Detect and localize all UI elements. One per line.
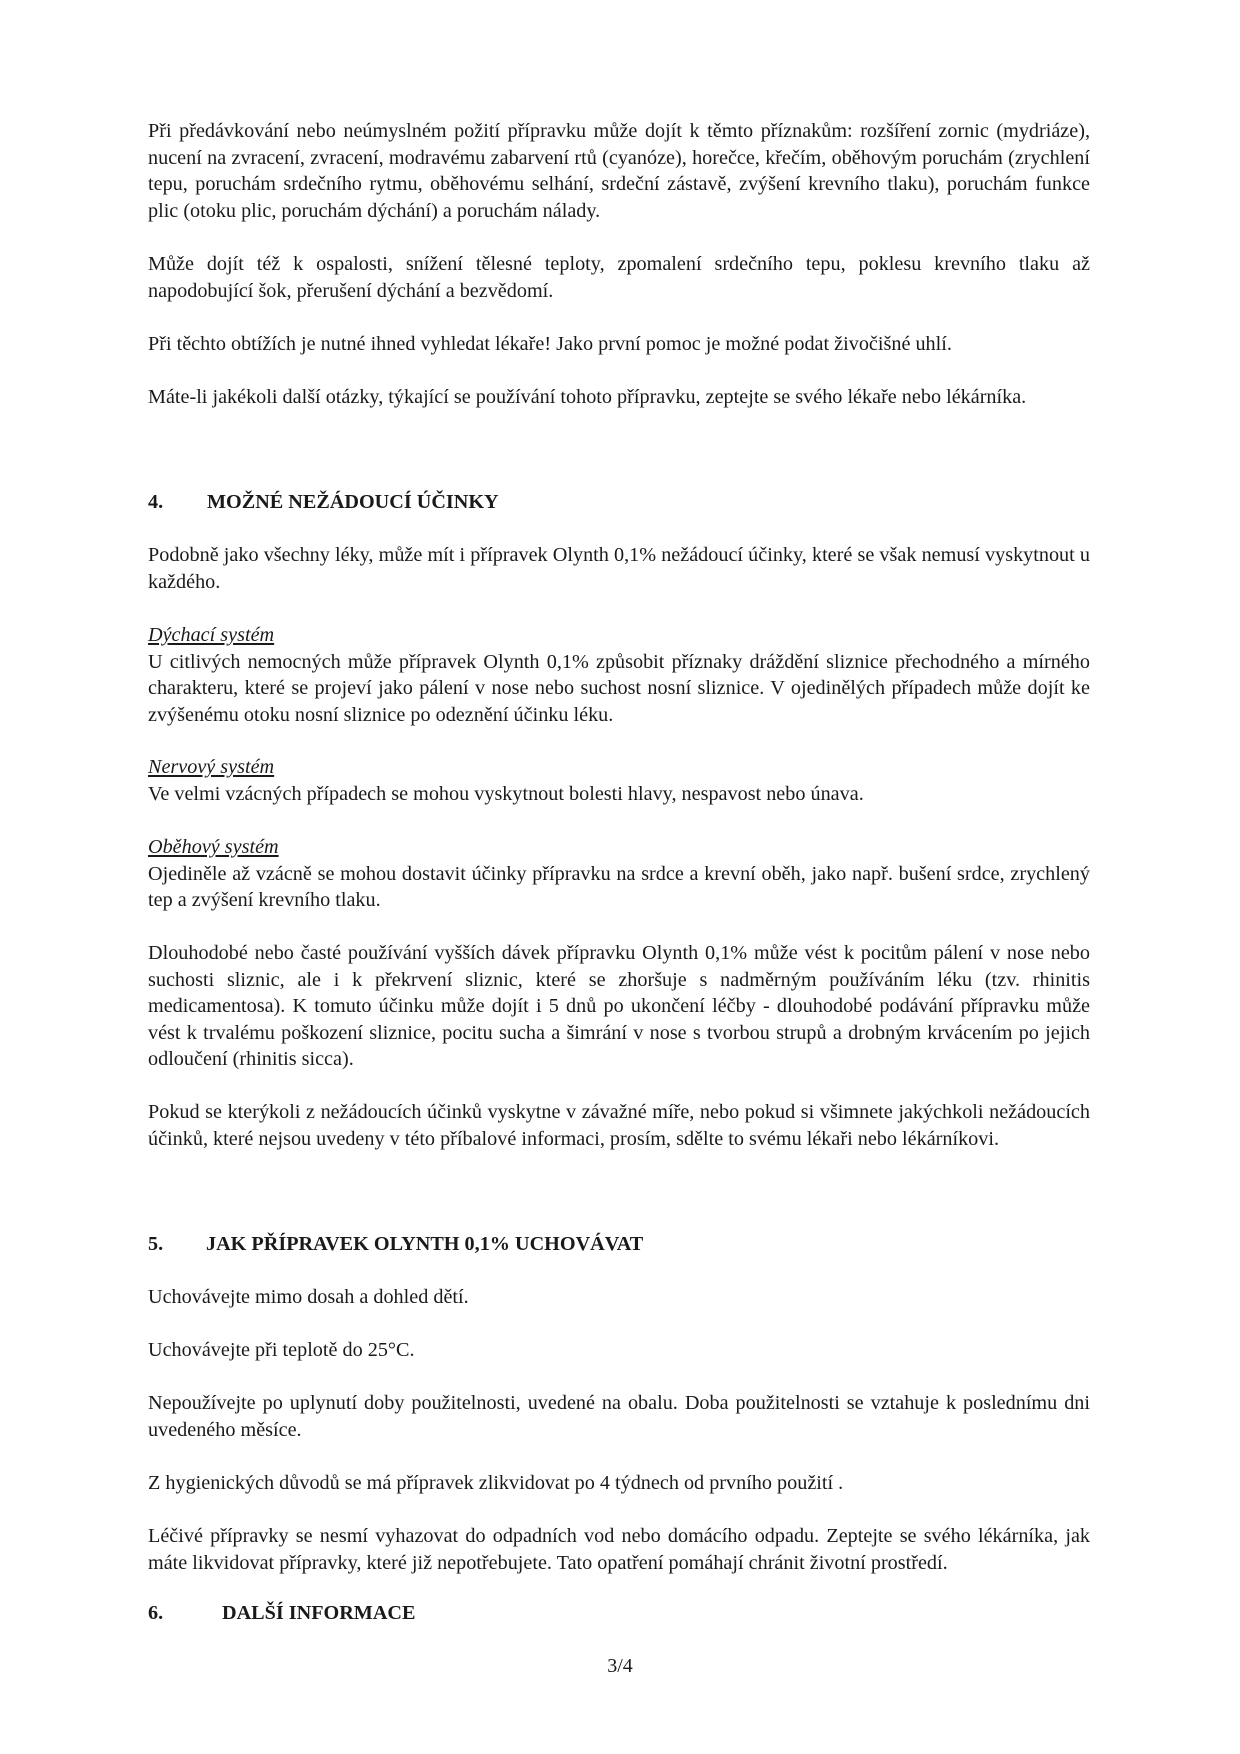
expiry-paragraph: Nepoužívejte po uplynutí doby použitelnosti, uvedené na obalu. Doba použitelnosti se vztahuje k poslednímu dni uvedeného měsíce. [148, 1392, 1090, 1441]
section-5-number: 5. [148, 1233, 164, 1255]
respiratory-system-block [148, 622, 1090, 728]
storage-children-paragraph: Uchovávejte mimo dosah a dohled dětí. [148, 1286, 469, 1308]
overdose-first-aid-paragraph: Při těchto obtížích je nutné ihned vyhledat lékaře! Jako první pomoc je možné podat živočišné uhlí. [148, 333, 952, 355]
respiratory-system-text: U citlivých nemocných může přípravek Olynth 0,1% způsobit příznaky dráždění sliznice přechodného a mírného charakteru, které se projeví jako pálení v nose nebo suchost nosní sliznice. V ojedinělých případech může dojít ke zvýšenému otoku nosní sliznice po odeznění účinku léku. [148, 650, 1090, 726]
hygiene-disposal-paragraph: Z hygienických důvodů se má přípravek zlikvidovat po 4 týdnech od prvního použití . [148, 1472, 844, 1494]
circulatory-system-block [148, 834, 1090, 914]
page-number: 3/4 [607, 1655, 633, 1677]
nervous-system-subheading: Nervový systém [148, 756, 275, 778]
storage-temperature-paragraph: Uchovávejte při teplotě do 25°C. [148, 1339, 415, 1361]
section-4-heading [148, 489, 499, 515]
section-5-heading [148, 1231, 643, 1257]
overdose-symptoms-paragraph: Při předávkování nebo neúmyslném požití přípravku může dojít k těmto příznakům: rozšíření zornic (mydriáze), nucení na zvracení, zvracení, modravému zabarvení rtů (cyanóze), horečce, křečím, oběhovým poruchám (zrychlení tepu, poruchám srdečního rytmu, oběhovému selhání, srdeční zástavě, zvýšení krevního tlaku), poruchám funkce plic (otoku plic, poruchám dýchání) a poruchám nálady. [148, 120, 1090, 222]
side-effects-intro: Podobně jako všechny léky, může mít i přípravek Olynth 0,1% nežádoucí účinky, které se však nemusí vyskytnout u každého. [148, 544, 1090, 593]
long-term-use-paragraph: Dlouhodobé nebo časté používání vyšších dávek přípravku Olynth 0,1% může vést k pocitům pálení v nose nebo suchosti sliznic, ale i k překrvení sliznic, které se zhoršuje s nadměrným používáním léku (tzv. rhinitis medicamentosa). K tomuto účinku může dojít i 5 dnů po ukončení léčby - dlouhodobé podávání přípravku může vést k trvalému poškození sliznice, pocitu sucha a šimrání v nose s tvorbou strupů a drobným krvácením po jejich odloučení (rhinitis sicca). [148, 942, 1090, 1070]
section-6-heading [148, 1600, 415, 1626]
environment-disposal-paragraph: Léčivé přípravky se nesmí vyhazovat do odpadních vod nebo domácího odpadu. Zeptejte se svého lékárníka, jak máte likvidovat přípravky, které již nepotřebujete. Tato opatření pomáhají chránit životní prostředí. [148, 1525, 1090, 1574]
questions-paragraph: Máte-li jakékoli další otázky, týkající se používání tohoto přípravku, zeptejte se svého lékaře nebo lékárníka. [148, 386, 1027, 408]
overdose-effects-paragraph: Může dojít též k ospalosti, snížení tělesné teploty, zpomalení srdečního tepu, poklesu krevního tlaku až napodobující šok, přerušení dýchání a bezvědomí. [148, 253, 1090, 302]
respiratory-system-subheading: Dýchací systém [148, 624, 275, 646]
section-6-number: 6. [148, 1602, 164, 1624]
section-5-title: JAK PŘÍPRAVEK OLYNTH 0,1% UCHOVÁVAT [206, 1233, 644, 1255]
section-4-number: 4. [148, 491, 164, 513]
section-4-title: MOŽNÉ NEŽÁDOUCÍ ÚČINKY [207, 491, 499, 513]
nervous-system-block [148, 754, 1090, 807]
section-6-title: DALŠÍ INFORMACE [222, 1602, 416, 1624]
nervous-system-text: Ve velmi vzácných případech se mohou vyskytnout bolesti hlavy, nespavost nebo únava. [148, 782, 864, 805]
reporting-paragraph: Pokud se kterýkoli z nežádoucích účinků vyskytne v závažné míře, nebo pokud si všimnete jakýchkoli nežádoucích účinků, které nejsou uvedeny v této příbalové informaci, prosím, sdělte to svému lékaři nebo lékárníkovi. [148, 1101, 1090, 1150]
circulatory-system-text: Ojediněle až vzácně se mohou dostavit účinky přípravku na srdce a krevní oběh, jako např. bušení srdce, zrychlený tep a zvýšení krevního tlaku. [148, 862, 1090, 911]
circulatory-system-subheading: Oběhový systém [148, 836, 279, 858]
